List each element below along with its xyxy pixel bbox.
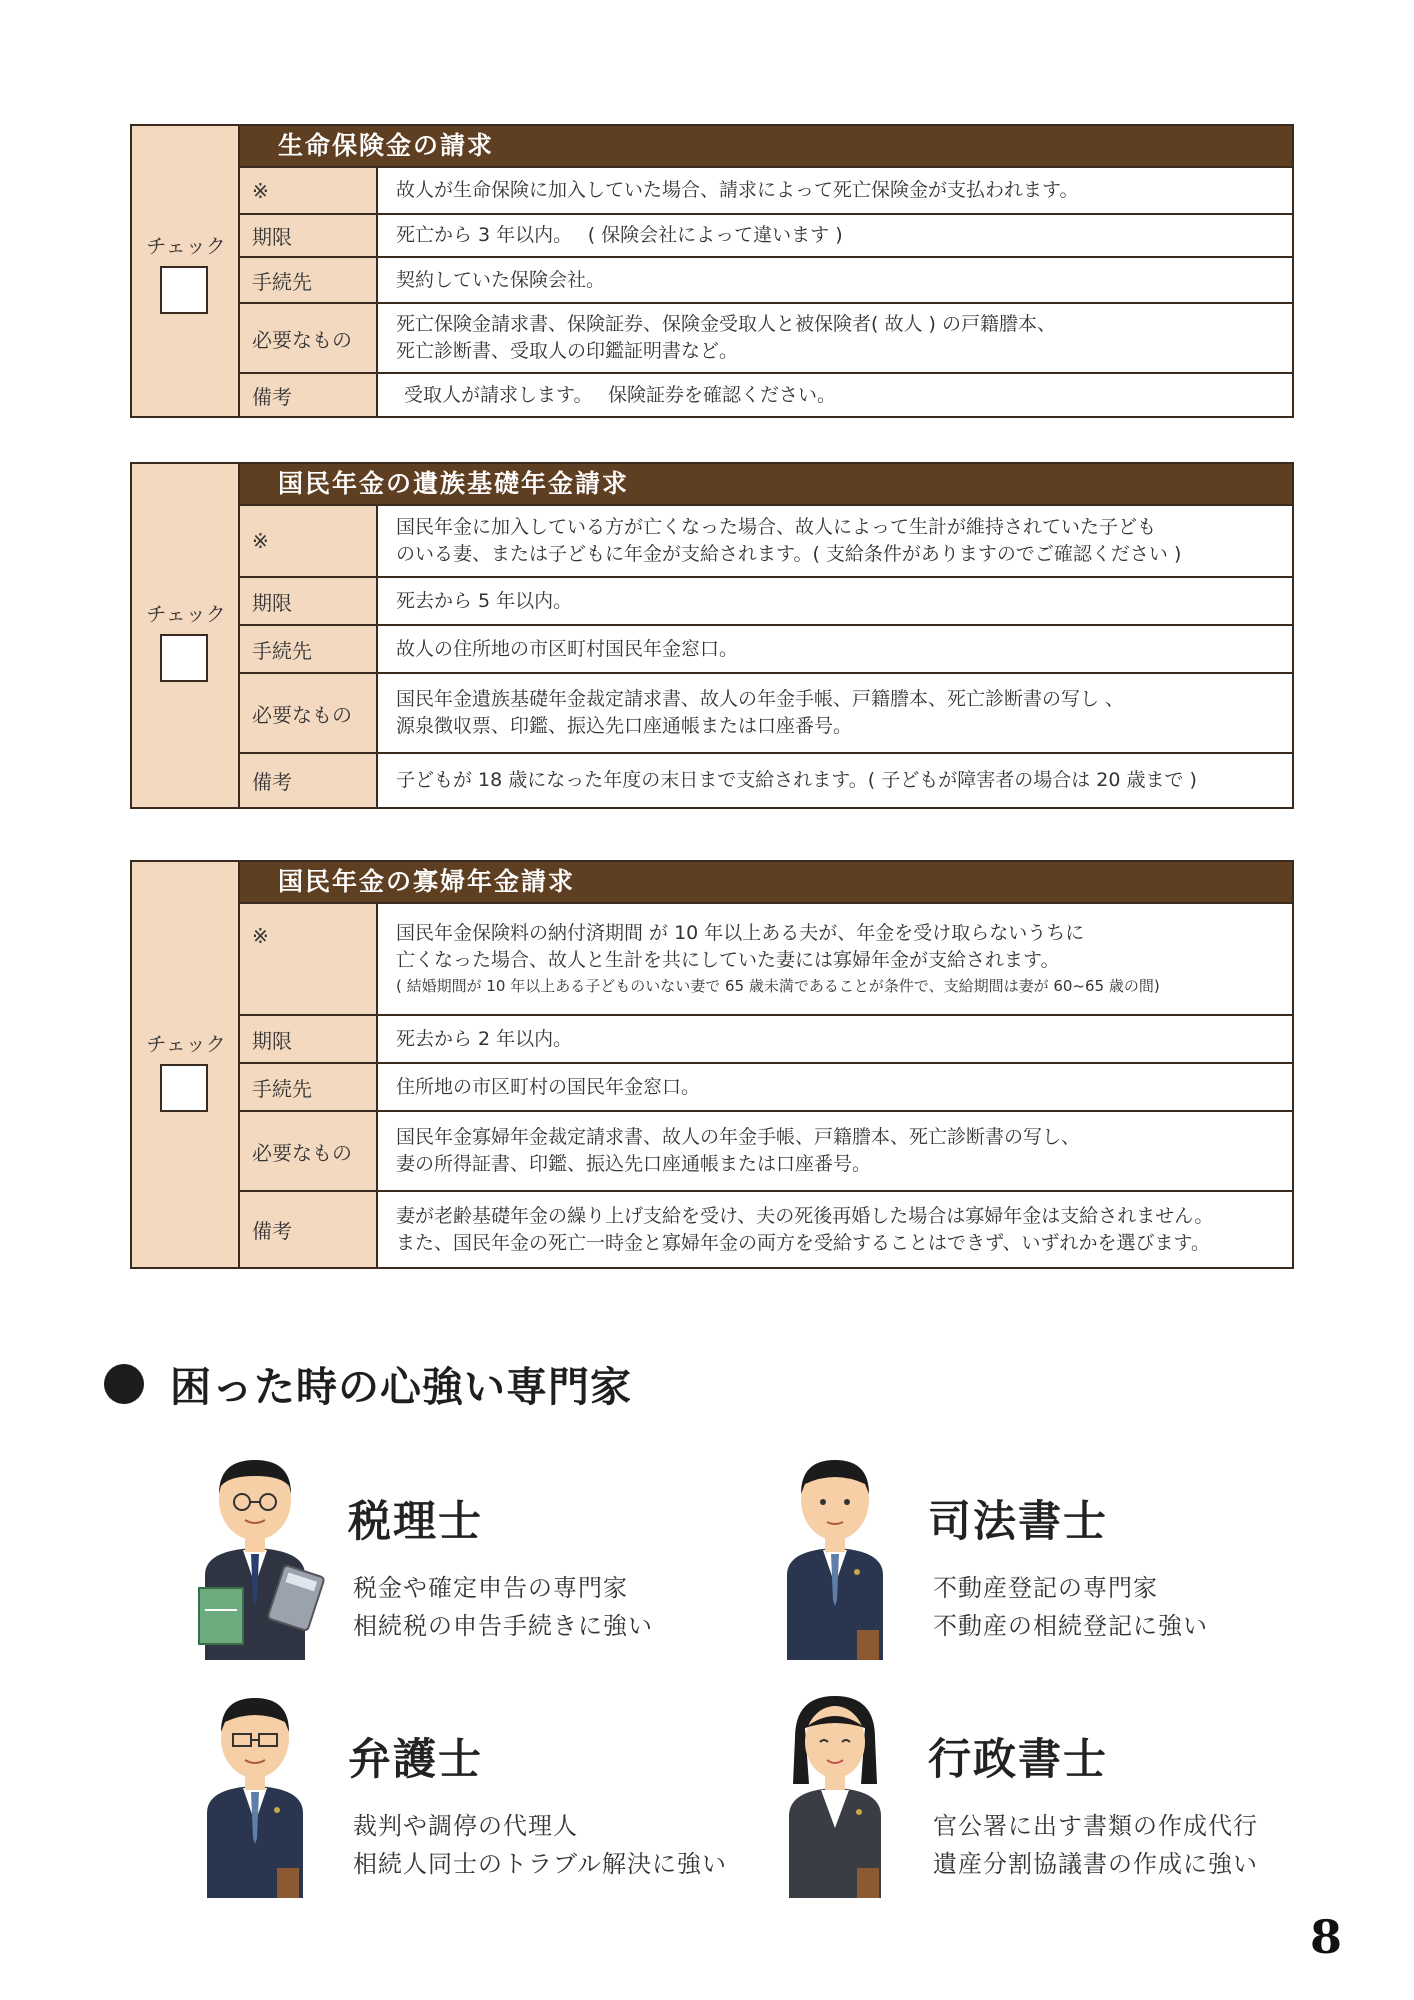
check-column — [132, 862, 240, 1267]
experts-heading-text: 困った時の心強い専門家 — [170, 1363, 632, 1411]
row-key: 手続先 — [240, 626, 378, 672]
expert-name: 司法書士 — [928, 1497, 1108, 1547]
lawyer-illustration-icon — [185, 1688, 325, 1898]
administrative-scrivener-illustration-icon — [765, 1688, 905, 1898]
row-key: 必要なもの — [240, 1112, 378, 1190]
info-row — [240, 504, 1292, 576]
row-key: ※ — [240, 904, 378, 1014]
row-value: 故人の住所地の市区町村国民年金窓口。 — [396, 637, 739, 660]
row-value-line: 国民年金に加入している方が亡くなった場合、故人によって生計が維持されていた子ども — [396, 516, 1157, 538]
row-value-line: 国民年金遺族基礎年金裁定請求書、故人の年金手帳、戸籍謄本、死亡診断書の写し 、 — [396, 688, 1125, 710]
row-key: 備考 — [240, 754, 378, 807]
page-number: 8 — [1309, 1910, 1342, 1964]
row-key: 備考 — [240, 1192, 378, 1267]
row-value-line: 国民年金寡婦年金裁定請求書、故人の年金手帳、戸籍謄本、死亡診断書の写し、 — [396, 1126, 1081, 1148]
expert-judicial-scrivener — [765, 1450, 1325, 1660]
check-label: チェック — [146, 234, 226, 258]
experts-heading — [104, 1354, 632, 1413]
check-label: チェック — [146, 602, 226, 626]
row-key: 必要なもの — [240, 304, 378, 372]
row-value: 受取人が請求します。 保険証券を確認ください。 — [404, 383, 837, 406]
row-value: 子どもが 18 歳になった年度の末日まで支給されます。( 子どもが障害者の場合は 20 歳まで ) — [396, 769, 1197, 791]
judicial-scrivener-illustration-icon — [765, 1450, 905, 1660]
expert-desc-line: 官公署に出す書類の作成代行 — [933, 1812, 1258, 1840]
expert-lawyer — [185, 1688, 745, 1898]
check-column — [132, 464, 240, 807]
row-value-line: のいる妻、または子どもに年金が支給されます。( 支給条件がありますのでご確認ください ) — [396, 543, 1182, 565]
section-title: 生命保険金の請求 — [240, 126, 1292, 166]
row-value-line: 妻が老齢基礎年金の繰り上げ支給を受け、夫の死後再婚した場合は寡婦年金は支給されません。 — [396, 1204, 1214, 1227]
expert-name: 行政書士 — [928, 1735, 1108, 1785]
info-row — [240, 1190, 1292, 1267]
expert-administrative-scrivener — [765, 1688, 1325, 1898]
expert-desc-line: 裁判や調停の代理人 — [353, 1812, 578, 1840]
row-value: 住所地の市区町村の国民年金窓口。 — [396, 1075, 701, 1098]
row-value: 死去から 5 年以内。 — [396, 589, 573, 612]
info-row — [240, 902, 1292, 1014]
info-row — [240, 1014, 1292, 1062]
info-row — [240, 213, 1292, 256]
row-key: 期限 — [240, 1016, 378, 1062]
row-key: ※ — [240, 506, 378, 576]
expert-tax-accountant — [185, 1450, 745, 1660]
check-box[interactable] — [160, 634, 208, 682]
info-row — [240, 372, 1292, 416]
expert-desc-line: 相続人同士のトラブル解決に強い — [353, 1850, 728, 1878]
check-box[interactable] — [160, 266, 208, 314]
row-value-line: 源泉徴収票、印鑑、振込先口座通帳または口座番号。 — [396, 715, 853, 737]
info-row — [240, 624, 1292, 672]
row-key: 期限 — [240, 578, 378, 624]
check-column — [132, 126, 240, 416]
row-value-line: 国民年金保険料の納付済期間 が 10 年以上ある夫が、年金を受け取らないうちに — [396, 922, 1085, 944]
expert-desc-line: 不動産登記の専門家 — [933, 1574, 1158, 1602]
row-value-note: ( 結婚期間が 10 年以上ある子どものいない妻で 65 歳未満であることが条件で、支給期間は妻が 60~65 歳の間) — [396, 977, 1160, 995]
check-label: チェック — [146, 1032, 226, 1056]
row-value: 死亡から 3 年以内。 ( 保険会社によって違います ) — [396, 224, 843, 246]
row-key: 期限 — [240, 215, 378, 256]
tax-accountant-illustration-icon — [185, 1450, 325, 1660]
info-row — [240, 256, 1292, 302]
expert-name: 弁護士 — [348, 1735, 483, 1785]
section-title: 国民年金の寡婦年金請求 — [240, 862, 1292, 902]
row-value-line: 妻の所得証書、印鑑、振込先口座通帳または口座番号。 — [396, 1153, 872, 1175]
life-insurance-section — [130, 124, 1294, 418]
row-value-line: また、国民年金の死亡一時金と寡婦年金の両方を受給することはできず、いずれかを選びます。 — [396, 1231, 1210, 1254]
section-title: 国民年金の遺族基礎年金請求 — [240, 464, 1292, 504]
info-row — [240, 752, 1292, 807]
check-box[interactable] — [160, 1064, 208, 1112]
info-row — [240, 302, 1292, 372]
bullet-dot-icon — [104, 1364, 144, 1404]
row-key: ※ — [240, 168, 378, 213]
row-value-line: 死亡保険金請求書、保険証券、保険金受取人と被保険者( 故人 ) の戸籍謄本、 — [396, 313, 1056, 335]
survivor-pension-section — [130, 462, 1294, 809]
row-value: 契約していた保険会社。 — [396, 268, 606, 291]
info-row — [240, 672, 1292, 752]
expert-name: 税理士 — [348, 1497, 483, 1547]
expert-desc-line: 相続税の申告手続きに強い — [353, 1612, 653, 1640]
row-value: 死去から 2 年以内。 — [396, 1027, 573, 1050]
row-value-line: 死亡診断書、受取人の印鑑証明書など。 — [396, 340, 739, 362]
widow-pension-section — [130, 860, 1294, 1269]
row-value-line: 亡くなった場合、故人と生計を共にしていた妻には寡婦年金が支給されます。 — [396, 949, 1060, 971]
info-row — [240, 1110, 1292, 1190]
expert-desc-line: 不動産の相続登記に強い — [933, 1612, 1208, 1640]
row-key: 備考 — [240, 374, 378, 416]
row-key: 必要なもの — [240, 674, 378, 752]
info-row — [240, 1062, 1292, 1110]
row-value: 故人が生命保険に加入していた場合、請求によって死亡保険金が支払われます。 — [396, 179, 1079, 201]
expert-desc-line: 遺産分割協議書の作成に強い — [933, 1850, 1258, 1878]
expert-desc-line: 税金や確定申告の専門家 — [353, 1574, 628, 1602]
info-row — [240, 576, 1292, 624]
info-row — [240, 166, 1292, 213]
row-key: 手続先 — [240, 1064, 378, 1110]
row-key: 手続先 — [240, 258, 378, 302]
